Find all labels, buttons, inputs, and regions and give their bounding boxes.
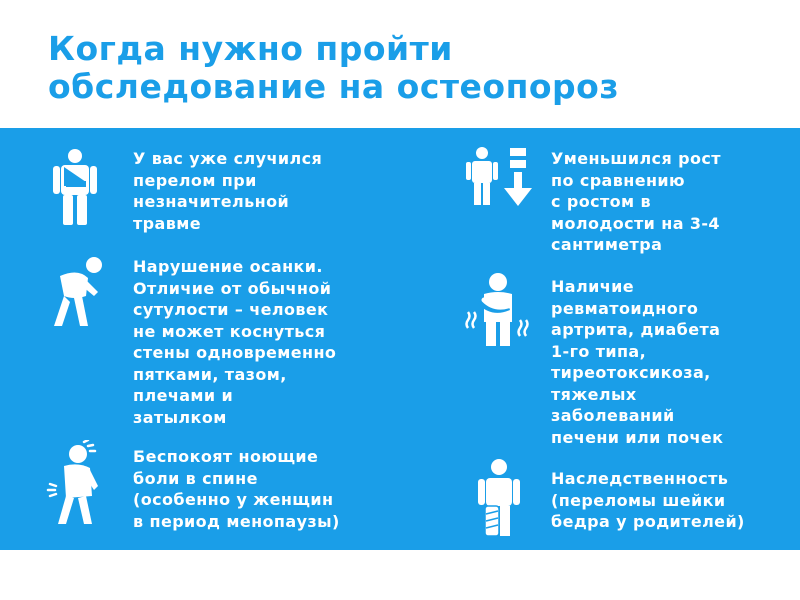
item-heredity-text xyxy=(551,468,745,533)
text-line: Беспокоят ноющие xyxy=(133,447,319,466)
item-height-text xyxy=(551,148,721,256)
text-line: стены одновременно xyxy=(133,343,337,362)
text-line: ревматоидного xyxy=(551,298,699,318)
text-line: бедра у родителей) xyxy=(551,512,745,531)
text-line: перелом при xyxy=(133,170,257,190)
back-pain-icon xyxy=(44,440,106,526)
text-line: артрита, диабета xyxy=(551,320,721,339)
text-line: заболеваний xyxy=(551,406,675,425)
text-line: боли в спине xyxy=(133,468,258,488)
text-line: сутулости – человек xyxy=(133,300,329,319)
text-line: с ростом в xyxy=(551,192,652,211)
info-panel xyxy=(0,128,800,550)
item-fracture-text xyxy=(133,148,322,234)
leg-cast-icon xyxy=(474,458,524,538)
person-sling-icon xyxy=(50,148,100,226)
text-line: печени или почек xyxy=(551,427,724,447)
item-diseases-text xyxy=(551,276,723,448)
text-line: У вас уже случился xyxy=(133,149,323,168)
text-line: Отличие от обычной xyxy=(133,278,332,298)
text-line: Уменьшился рост xyxy=(551,149,721,168)
text-line: Наличие xyxy=(551,277,634,296)
text-line: 1-го типа, xyxy=(551,341,647,361)
title-line-2: обследование на остеопороз xyxy=(48,67,620,106)
bent-posture-icon xyxy=(48,256,110,328)
text-line: пятками, тазом, xyxy=(133,364,287,384)
text-line: в период менопаузы) xyxy=(133,511,340,531)
text-line: молодости на 3-4 xyxy=(551,213,720,233)
chronic-disease-icon xyxy=(462,272,534,348)
page-title xyxy=(48,30,619,106)
text-line: травме xyxy=(133,213,201,233)
item-posture-text xyxy=(133,256,336,428)
text-line: плечами и xyxy=(133,386,234,405)
text-line: тиреотоксикоза, xyxy=(551,363,711,382)
text-line: не может коснуться xyxy=(133,321,326,341)
text-line: Нарушение осанки. xyxy=(133,257,323,276)
text-line: тяжелых xyxy=(551,384,637,404)
text-line: (особенно у женщин xyxy=(133,490,334,509)
text-line: сантиметра xyxy=(551,235,663,254)
height-decrease-icon xyxy=(466,146,536,208)
text-line: Наследственность xyxy=(551,469,729,488)
text-line: незначительной xyxy=(133,192,290,211)
title-line-1: Когда нужно пройти xyxy=(48,29,453,68)
text-line: по сравнению xyxy=(551,170,686,190)
text-line: затылком xyxy=(133,407,227,427)
text-line: (переломы шейки xyxy=(551,490,726,510)
item-back-pain-text xyxy=(133,446,340,532)
